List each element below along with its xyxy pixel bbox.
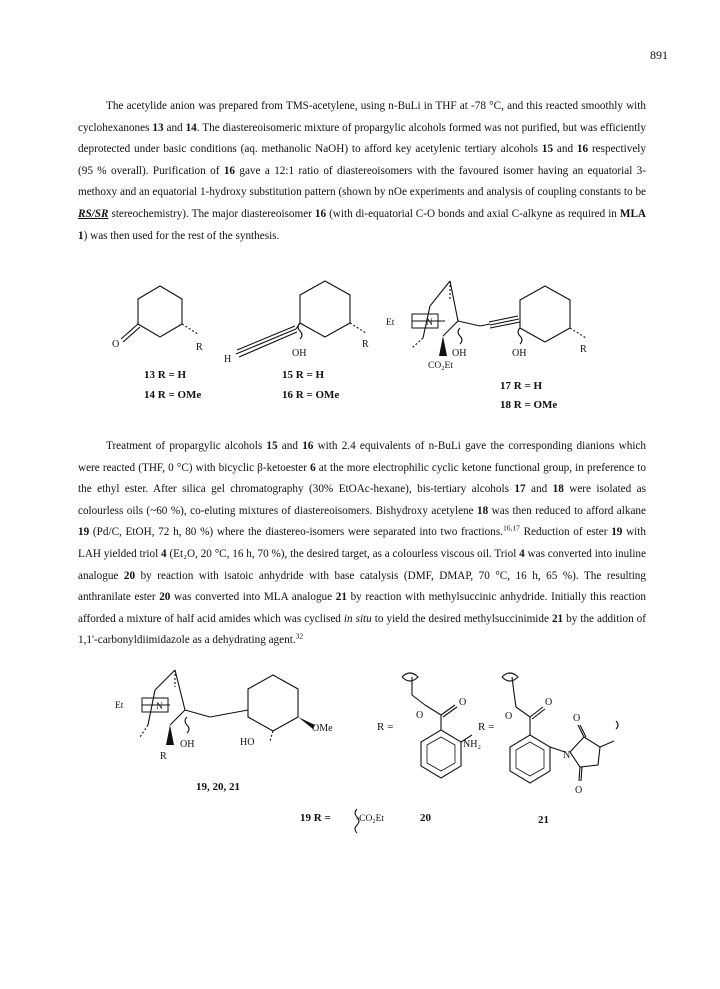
svg-text:O: O <box>545 697 553 708</box>
svg-text:O: O <box>416 710 424 721</box>
svg-text:O: O <box>112 339 120 350</box>
svg-text:OH: OH <box>452 348 467 359</box>
paragraph-acetylide: The acetylide anion was prepared from TMS-acetylene, using n-BuLi in THF at -78 °C, and this reacted smoothly with cyclohexanones 13 and 14. The diastereoisomeric mixture of propargylic alcohols formed was not purified, but was efficiently deprotected under basic conditions (aq. methanolic NaOH) to afford key acetylenic tertiary alcohols 15 and 16 respectively (95 % overall). Purification of 16 gave a 12:1 ratio of diastereoisomers with the favoured isomer having an equatorial 3-methoxy and an equatorial 1-hydroxy substitution pattern (shown by nOe experiments and analysis of coupling constants to be RS/SR stereochemistry). The major diastereoisomer 16 (with di-equatorial C-O bonds and axial C-alkyne as required in MLA 1) was then used for the rest of the synthesis. <box>78 100 647 242</box>
svg-text:N: N <box>563 750 571 761</box>
svg-text:OH: OH <box>292 348 307 359</box>
svg-text:O: O <box>573 713 581 724</box>
svg-text:OH: OH <box>512 348 527 359</box>
label-13: 13 R = H <box>144 369 187 381</box>
scheme-1 <box>0 276 720 426</box>
svg-text:Et: Et <box>115 701 124 711</box>
svg-text:R: R <box>196 342 203 353</box>
label-19-20-21: 19, 20, 21 <box>196 781 240 793</box>
scheme-2 <box>0 655 720 845</box>
svg-text:R: R <box>362 339 369 350</box>
svg-text:N: N <box>156 702 163 712</box>
svg-text:O: O <box>505 711 513 722</box>
cyclohexanone-ring <box>138 286 182 337</box>
alcohol-ring-15 <box>300 281 350 337</box>
label-17: 17 R = H <box>500 380 543 392</box>
svg-text:OH: OH <box>180 739 195 750</box>
svg-text:R =: R = <box>478 721 495 733</box>
svg-text:R: R <box>580 344 587 355</box>
svg-text:OMe: OMe <box>312 723 333 734</box>
label-20: 20 <box>420 812 431 824</box>
svg-text:H: H <box>224 354 232 365</box>
svg-text:-CO₂Et: -CO₂Et <box>356 814 385 824</box>
label-18: 18 R = OMe <box>500 399 558 411</box>
alcohol-ring-17 <box>520 286 570 342</box>
paragraph-dianion: Treatment of propargylic alcohols 15 and 16 with 2.4 equivalents of n-BuLi gave the corresponding dianions which were reacted (THF, 0 °C) with bicyclic β-ketoester 6 at the more electrophilic cyclic ketone functional group, in preference to the ethyl ester. After silica gel chromatography (30% EtOAc-hexane), bis-tertiary alcohols 17 and 18 were isolated as colourless oils (~60 %), co-eluting mixtures of diastereoisomers. Bishydroxy acetylene 18 was then reduced to afford alkane 19 (Pd/C, EtOH, 72 h, 80 %) where the diastereo-isomers were separated into two fractions.$^{16,17}$ Reduction of ester 19 with LAH yielded triol 4 (Et₂O, 20 °C, 16 h, 70 %), the desired target, as a colourless viscous oil. Triol 4 was converted into inuline analogue 20 by reaction with isatoic anhydride with base catalysis (DMF, DMAP, 70 °C, 16 h, 65 %). The resulting anthranilate ester 20 was converted into MLA analogue 21 by reaction with methylsuccinic anhydride. Initially this reaction afforded a mixture of half acid amides which was cyclised in situ to yield the desired methylsuccinimide 21 by the addition of 1,1'-carbonyldiimidazole as a dehydrating agent.$^{32}$ <box>78 440 647 647</box>
svg-text:HO: HO <box>240 737 255 748</box>
cyclohexane-ring <box>248 675 298 731</box>
svg-text:Et: Et <box>386 318 395 328</box>
svg-text:O: O <box>459 697 467 708</box>
svg-text:R =: R = <box>377 721 394 733</box>
svg-text:NH₂: NH₂ <box>463 739 481 750</box>
svg-text:CO₂Et: CO₂Et <box>428 361 453 371</box>
label-16: 16 R = OMe <box>282 389 340 401</box>
label-14: 14 R = OMe <box>144 389 202 401</box>
label-15: 15 R = H <box>282 369 325 381</box>
page-number: 891 <box>650 48 668 62</box>
svg-text:N: N <box>426 318 433 328</box>
label-19-definition: 19 R = <box>300 812 331 824</box>
svg-text:O: O <box>575 785 583 796</box>
label-21: 21 <box>538 814 549 826</box>
svg-text:R: R <box>160 751 167 762</box>
